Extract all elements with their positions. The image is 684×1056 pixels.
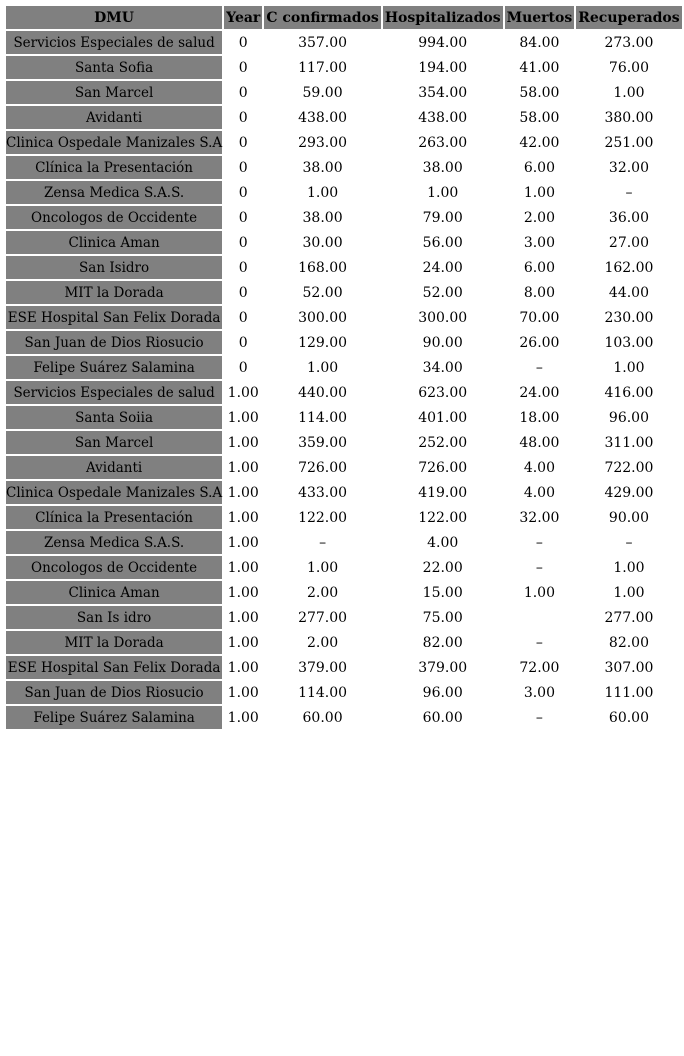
cell-recuperados: 277.00 [604,609,654,626]
cell-recuperados: – [625,184,633,201]
cell-recuperados: 27.00 [608,234,649,251]
cell-year: 0 [238,334,248,351]
cell-dmu: Clinica Aman [6,581,222,604]
cell-muertos: 48.00 [519,434,560,451]
cell-muertos: 8.00 [523,284,555,301]
table-row [6,431,682,454]
cell-confirmados: 114.00 [298,409,348,426]
cell-dmu: San Is idro [6,606,222,629]
cell-recuperados: 416.00 [604,384,654,401]
cell-year: 1.00 [227,584,259,601]
cell-muertos: 24.00 [519,384,560,401]
cell-hospitalizados: 34.00 [422,359,463,376]
cell-hospitalizados: 4.00 [427,534,459,551]
cell-confirmados: 1.00 [306,359,339,376]
table-row [6,356,682,379]
table-row [6,256,682,279]
cell-muertos: 6.00 [523,159,555,176]
cell-confirmados: 59.00 [302,84,343,101]
cell-hospitalizados: 52.00 [422,284,463,301]
table-row [6,156,682,179]
header-dmu: DMU [6,6,222,29]
cell-muertos: 2.00 [523,209,555,226]
cell-dmu: Oncologos de Occidente [6,556,222,579]
cell-recuperados: 60.00 [608,709,649,726]
cell-dmu: Clinica Aman [6,231,222,254]
cell-dmu: MIT la Dorada [6,281,222,304]
cell-hospitalizados: 354.00 [418,84,468,101]
cell-confirmados: 357.00 [298,34,348,51]
cell-year: 1.00 [227,634,259,651]
table-row [6,131,682,154]
cell-hospitalizados: 96.00 [422,684,463,701]
cell-recuperados: 380.00 [604,109,654,126]
cell-year: 1.00 [227,659,259,676]
cell-recuperados: 1.00 [613,559,645,576]
table-row [6,306,682,329]
table-row [6,681,682,704]
cell-year: 0 [238,109,248,126]
cell-year: 0 [238,59,248,76]
cell-muertos: – [535,634,543,651]
cell-muertos: 3.00 [523,684,555,701]
cell-dmu: Clínica la Presentación [6,506,222,529]
cell-recuperados: 76.00 [608,59,649,76]
cell-dmu: San Isidro [6,256,222,279]
cell-hospitalizados: 623.00 [418,384,468,401]
cell-hospitalizados: 79.00 [422,209,463,226]
cell-hospitalizados: 15.00 [422,584,463,601]
cell-muertos: – [535,534,543,551]
cell-hospitalizados: 82.00 [422,634,463,651]
cell-muertos: – [535,359,543,376]
cell-hospitalizados: 263.00 [418,134,468,151]
cell-dmu: ESE Hospital San Felix Dorada [6,306,222,329]
cell-year: 1.00 [227,709,259,726]
cell-recuperados: 429.00 [604,484,654,501]
cell-muertos: 58.00 [519,109,560,126]
cell-year: 1.00 [227,509,259,526]
cell-hospitalizados: 379.00 [418,659,468,676]
cell-recuperados: 103.00 [604,334,654,351]
cell-year: 1.00 [227,534,259,551]
cell-confirmados: 117.00 [298,59,348,76]
cell-hospitalizados: 194.00 [418,59,468,76]
cell-year: 0 [238,284,248,301]
cell-recuperados: 82.00 [608,634,649,651]
cell-dmu: Oncologos de Occidente [6,206,222,229]
table-row [6,406,682,429]
cell-year: 1.00 [227,384,259,401]
cell-confirmados: 440.00 [298,384,348,401]
cell-year: 0 [238,159,248,176]
cell-dmu: Santa Soiia [6,406,222,429]
cell-confirmados: 1.00 [306,184,339,201]
header-recuperados: Recuperados [576,6,681,29]
cell-dmu: ESE Hospital San Felix Dorada [6,656,222,679]
table-row [6,506,682,529]
table-row [6,556,682,579]
cell-confirmados: 38.00 [302,159,343,176]
cell-confirmados: – [319,534,327,551]
cell-confirmados: 2.00 [306,584,339,601]
table-row [6,31,682,54]
cell-recuperados: 111.00 [604,684,654,701]
cell-year: 1.00 [227,684,259,701]
cell-dmu: San Marcel [6,81,222,104]
cell-muertos: – [535,709,543,726]
table-row [6,631,682,654]
cell-recuperados: 162.00 [604,259,654,276]
cell-muertos: 6.00 [523,259,555,276]
cell-dmu: San Marcel [6,431,222,454]
header-muertos: Muertos [505,6,575,29]
cell-recuperados: 722.00 [604,459,654,476]
table-row [6,531,682,554]
cell-dmu: Zensa Medica S.A.S. [6,181,222,204]
table-row [6,181,682,204]
cell-muertos: 42.00 [519,134,560,151]
cell-hospitalizados: 419.00 [418,484,468,501]
cell-dmu: Felipe Suárez Salamina [6,356,222,379]
cell-recuperados: 90.00 [608,509,649,526]
cell-confirmados: 379.00 [298,659,348,676]
table-row [6,481,682,504]
cell-recuperados: 230.00 [604,309,654,326]
cell-year: 0 [238,209,248,226]
cell-recuperados: 32.00 [608,159,649,176]
header-confirmados: C confirmados [264,6,381,29]
header-year: Year [224,6,262,29]
cell-recuperados: 1.00 [613,84,645,101]
cell-year: 0 [238,234,248,251]
cell-hospitalizados: 60.00 [422,709,463,726]
cell-confirmados: 60.00 [302,709,343,726]
cell-year: 0 [238,84,248,101]
cell-hospitalizados: 726.00 [418,459,468,476]
cell-confirmados: 2.00 [306,634,339,651]
cell-confirmados: 129.00 [298,334,348,351]
cell-muertos: 70.00 [519,309,560,326]
table-row [6,606,682,629]
cell-recuperados: 44.00 [608,284,649,301]
cell-recuperados: 273.00 [604,34,654,51]
cell-muertos [505,606,575,629]
cell-dmu: Avidanti [6,106,222,129]
cell-confirmados: 438.00 [298,109,348,126]
cell-hospitalizados: 56.00 [422,234,463,251]
cell-muertos: 58.00 [519,84,560,101]
cell-year: 0 [238,184,248,201]
cell-recuperados: 36.00 [608,209,649,226]
cell-muertos: 18.00 [519,409,560,426]
table-row [6,56,682,79]
cell-hospitalizados: 22.00 [422,559,463,576]
cell-year: 0 [238,309,248,326]
cell-muertos: 3.00 [523,234,555,251]
table-row [6,581,682,604]
cell-dmu: Clínica la Presentación [6,156,222,179]
cell-hospitalizados: 438.00 [418,109,468,126]
cell-muertos: 32.00 [519,509,560,526]
cell-hospitalizados: 75.00 [422,609,463,626]
table-row [6,706,682,729]
dmu-data-table [4,4,684,731]
cell-muertos: 1.00 [523,584,555,601]
cell-muertos: 72.00 [519,659,560,676]
table-row [6,381,682,404]
cell-year: 1.00 [227,609,259,626]
cell-dmu: Zensa Medica S.A.S. [6,531,222,554]
cell-confirmados: 300.00 [298,309,348,326]
table-row [6,231,682,254]
cell-confirmados: 293.00 [298,134,348,151]
cell-confirmados: 726.00 [298,459,348,476]
cell-dmu: San Juan de Dios Riosucio [6,681,222,704]
cell-muertos: 84.00 [519,34,560,51]
table-row [6,656,682,679]
cell-recuperados: 307.00 [604,659,654,676]
cell-recuperados: 251.00 [604,134,654,151]
table-body [6,31,682,729]
table-row [6,331,682,354]
table-row [6,106,682,129]
cell-hospitalizados: 24.00 [422,259,463,276]
cell-hospitalizados: 122.00 [418,509,468,526]
cell-dmu: Servicios Especiales de salud [6,31,222,54]
cell-confirmados: 52.00 [302,284,343,301]
cell-confirmados: 168.00 [298,259,348,276]
cell-year: 1.00 [227,409,259,426]
header-hospitalizados: Hospitalizados [383,6,503,29]
cell-confirmados: 38.00 [302,209,343,226]
cell-dmu: Santa Sofia [6,56,222,79]
cell-muertos: 4.00 [523,459,555,476]
cell-year: 0 [238,259,248,276]
cell-dmu: MIT la Dorada [6,631,222,654]
cell-confirmados: 114.00 [298,684,348,701]
cell-confirmados: 433.00 [298,484,348,501]
cell-year: 1.00 [227,484,259,501]
table-row [6,456,682,479]
table-row [6,81,682,104]
cell-recuperados: 311.00 [604,434,654,451]
cell-hospitalizados: 994.00 [418,34,468,51]
cell-year: 1.00 [227,434,259,451]
cell-hospitalizados: 300.00 [418,309,468,326]
cell-recuperados: 1.00 [613,359,645,376]
cell-muertos: 41.00 [519,59,560,76]
table-header-row [6,6,682,29]
cell-dmu: Servicios Especiales de salud [6,381,222,404]
cell-muertos: 4.00 [523,484,555,501]
cell-year: 0 [238,359,248,376]
cell-hospitalizados: 38.00 [422,159,463,176]
cell-hospitalizados: 90.00 [422,334,463,351]
cell-dmu: Clinica Ospedale Manizales S.A [6,481,222,504]
cell-confirmados: 277.00 [298,609,348,626]
cell-year: 1.00 [227,559,259,576]
cell-muertos: 26.00 [519,334,560,351]
cell-year: 0 [238,34,248,51]
cell-recuperados: – [625,534,633,551]
cell-dmu: Clinica Ospedale Manizales S.A [6,131,222,154]
table-row [6,206,682,229]
cell-hospitalizados: 252.00 [418,434,468,451]
cell-muertos: – [535,559,543,576]
cell-confirmados: 359.00 [298,434,348,451]
table-row [6,281,682,304]
cell-year: 0 [238,134,248,151]
cell-hospitalizados: 401.00 [418,409,468,426]
cell-recuperados: 1.00 [613,584,645,601]
cell-confirmados: 1.00 [306,559,339,576]
cell-confirmados: 30.00 [302,234,343,251]
cell-muertos: 1.00 [523,184,555,201]
cell-year: 1.00 [227,459,259,476]
cell-confirmados: 122.00 [298,509,348,526]
cell-dmu: San Juan de Dios Riosucio [6,331,222,354]
cell-dmu: Avidanti [6,456,222,479]
cell-recuperados: 96.00 [608,409,649,426]
cell-dmu: Felipe Suárez Salamina [6,706,222,729]
cell-hospitalizados: 1.00 [427,184,459,201]
